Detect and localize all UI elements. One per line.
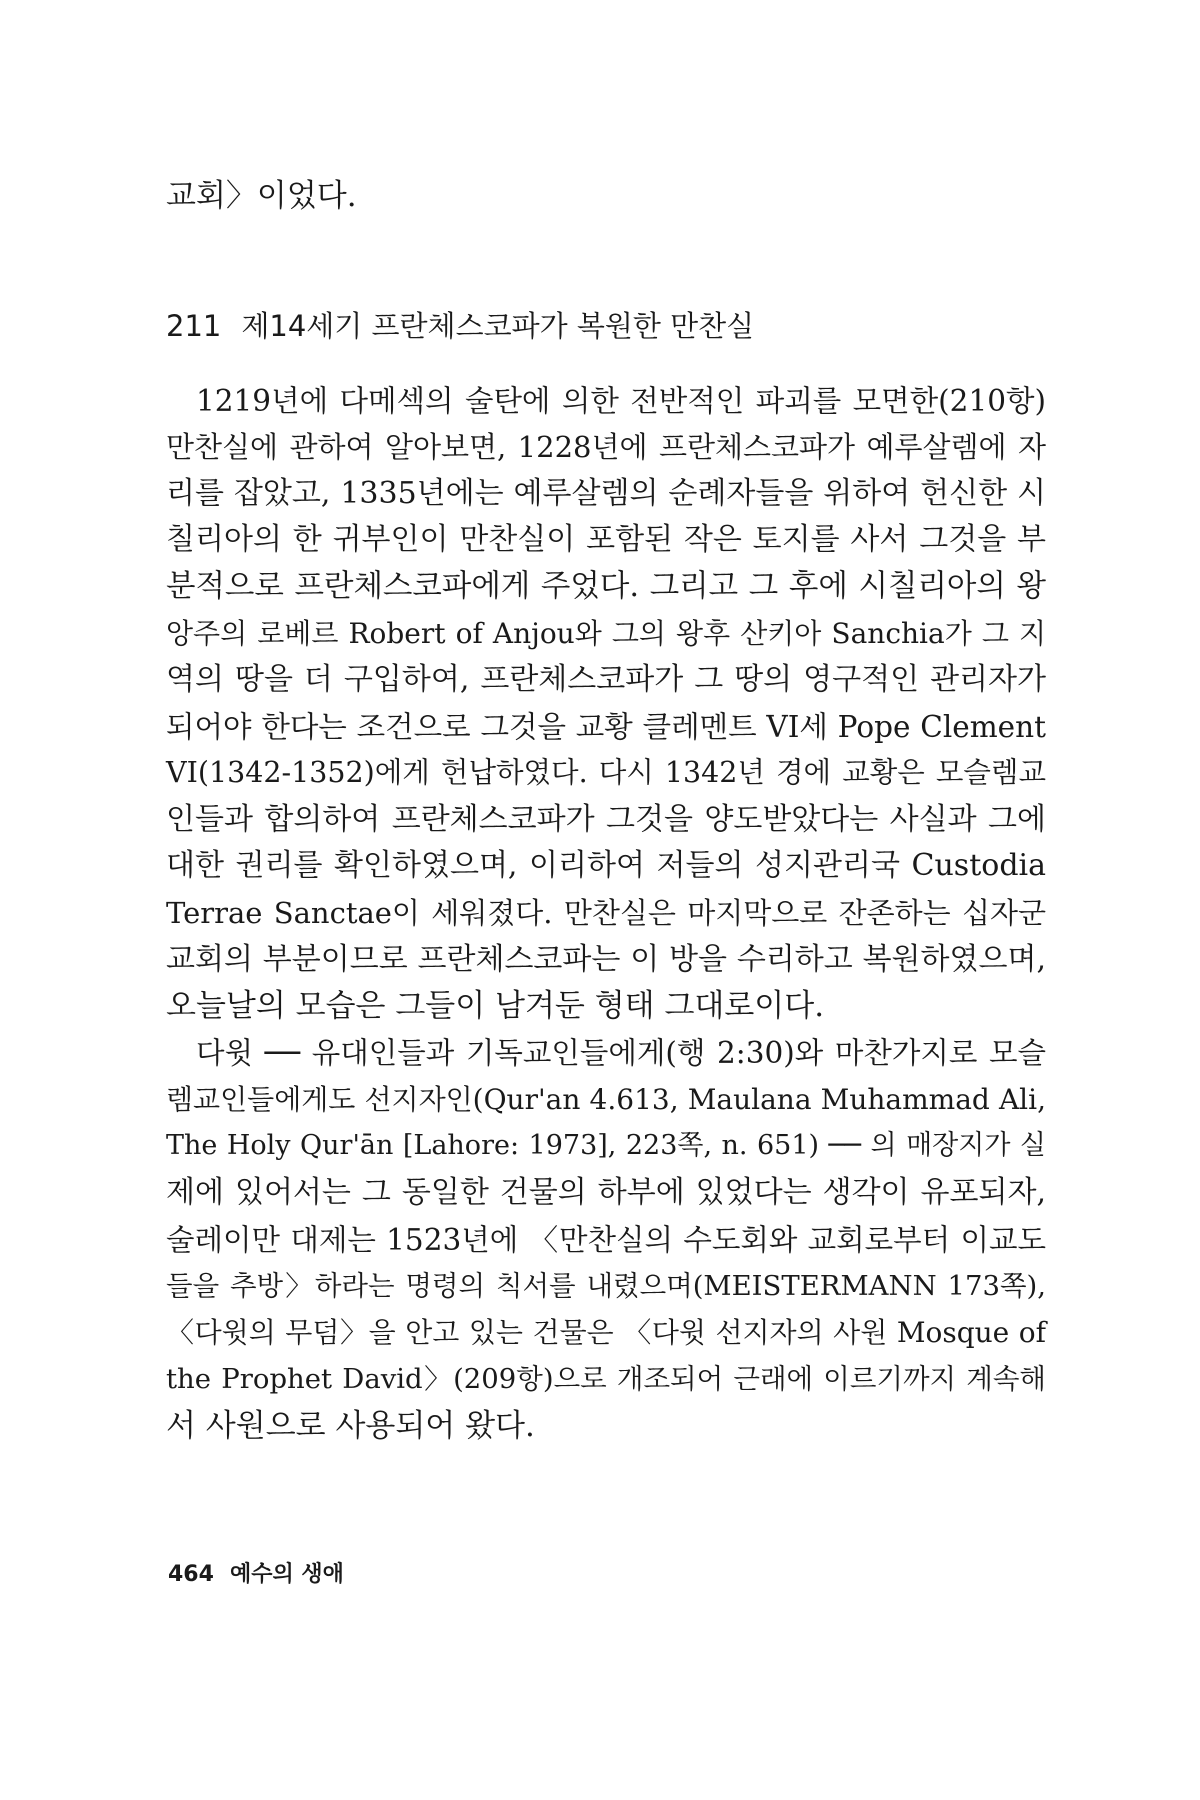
section-number: 211 [166, 309, 222, 343]
paragraph1-line: 1219년에 다메섹의 술탄에 의한 전반적인 파괴를 모면한(210항) [196, 384, 1046, 418]
paragraph2-line: 〈다윗의 무덤〉을 안고 있는 건물은 〈다윗 선지자의 사원 Mosque of [166, 1316, 1046, 1349]
paragraph1-line: 대한 권리를 확인하였으며, 이리하여 저들의 성지관리국 Custodia [166, 848, 1046, 883]
paragraph1-line: VI(1342-1352)에게 헌납하였다. 다시 1342년 경에 교황은 모슬렘교 [166, 756, 1046, 789]
paragraph2-line: 렘교인들에게도 선지자인(Qur'an 4.613, Maulana Muhammad Ali, [166, 1083, 1046, 1116]
paragraph1-line: 만찬실에 관하여 알아보면, 1228년에 프란체스코파가 예루살렘에 자 [166, 430, 1046, 464]
carryover-line: 교회〉이었다. [166, 178, 357, 214]
paragraph1-line: Terrae Sanctae이 세워졌다. 만찬실은 마지막으로 잔존하는 십자군 [166, 896, 1046, 930]
paragraph2-line: 제에 있어서는 그 동일한 건물의 하부에 있었다는 생각이 유포되자, [166, 1175, 1046, 1210]
paragraph2-line: 들을 추방〉하라는 명령의 칙서를 내렸으며(MEISTERMANN 173쪽), [166, 1270, 1046, 1302]
paragraph1-line: 인들과 합의하여 프란체스코파가 그것을 양도받았다는 사실과 그에 [166, 802, 1046, 837]
paragraph2-line: 다윗 ── 유대인들과 기독교인들에게(행 2:30)와 마찬가지로 모슬 [196, 1036, 1046, 1070]
paragraph2-line: The Holy Qur'ān [Lahore: 1973], 223쪽, n. 651) ── 의 매장지가 실 [166, 1130, 1046, 1161]
section-title: 제14세기 프란체스코파가 복원한 만찬실 [241, 309, 755, 343]
paragraph1-line: 앙주의 로베르 Robert of Anjou와 그의 왕후 산키아 Sanchia가 그 지 [166, 617, 1046, 650]
paragraph1-line: 역의 땅을 더 구입하여, 프란체스코파가 그 땅의 영구적인 관리자가 [166, 662, 1046, 697]
paragraph1-line: 교회의 부분이므로 프란체스코파는 이 방을 수리하고 복원하였으며, [166, 942, 1046, 977]
running-title: 예수의 생애 [229, 1562, 344, 1587]
paragraph1-line: 리를 잡았고, 1335년에는 예루살렘의 순례자들을 위하여 헌신한 시 [166, 476, 1046, 511]
paragraph1-line: 되어야 한다는 조건으로 그것을 교황 클레멘트 VI세 Pope Clement [166, 710, 1046, 744]
paragraph2-line: 서 사원으로 사용되어 왔다. [166, 1408, 535, 1444]
paragraph1-line: 칠리아의 한 귀부인이 만찬실이 포함된 작은 토지를 사서 그것을 부 [166, 522, 1046, 557]
paragraph1-line: 오늘날의 모습은 그들이 남겨둔 형태 그대로이다. [166, 988, 825, 1024]
paragraph1-line: 분적으로 프란체스코파에게 주었다. 그리고 그 후에 시칠리아의 왕 [166, 569, 1046, 604]
paragraph2-line: the Prophet David〉(209항)으로 개조되어 근래에 이르기까지 계속해 [166, 1363, 1046, 1395]
page-footer [168, 1560, 344, 1590]
paragraph2-line: 술레이만 대제는 1523년에 〈만찬실의 수도회와 교회로부터 이교도 [166, 1223, 1046, 1257]
section-heading [166, 306, 754, 346]
page-number: 464 [168, 1562, 214, 1587]
